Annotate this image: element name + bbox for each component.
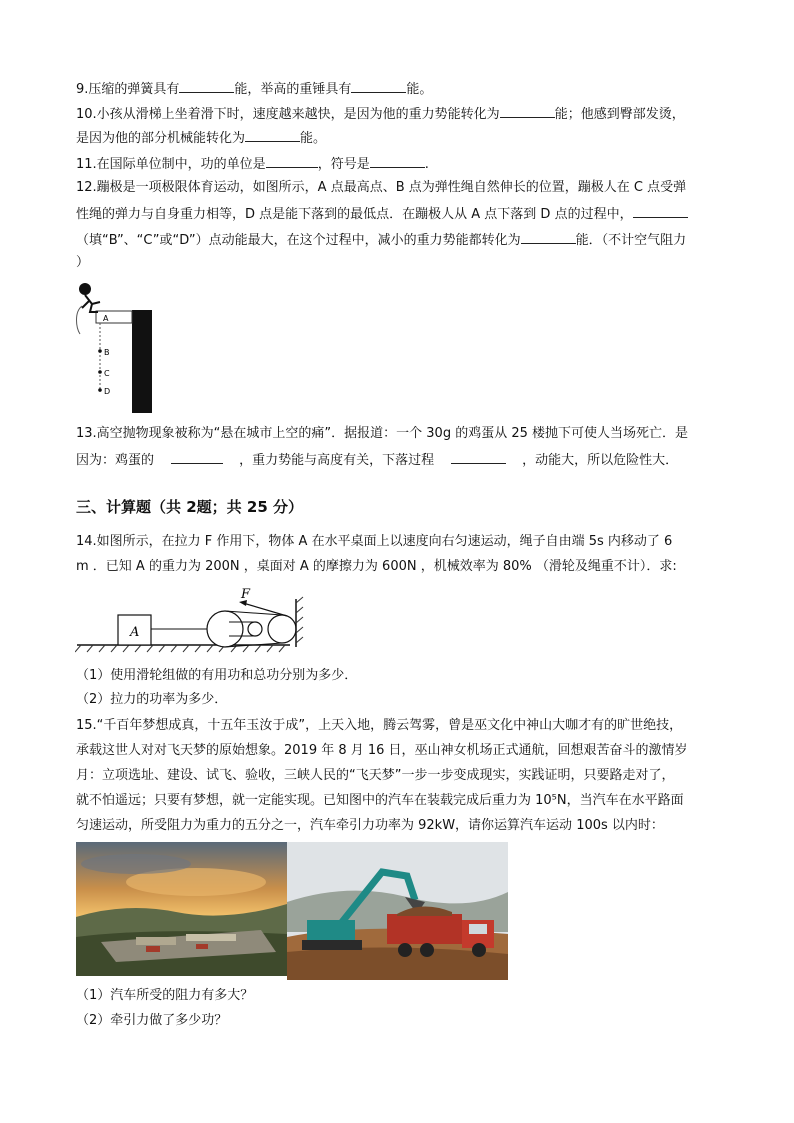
answer-blank[interactable] [633,203,688,218]
q11-text-3: . [424,157,429,172]
question-10-line-2 [76,127,726,149]
label-b: B [104,348,110,357]
question-12-line-3 [76,229,726,251]
answer-blank[interactable] [351,78,406,93]
truck-bed [387,914,462,944]
label-c: C [104,369,110,378]
answer-blank[interactable] [370,153,425,168]
pulley-figure [75,585,315,653]
question-12-line-2 [76,203,726,225]
table-hatching [75,645,285,652]
question-14-sub-1: （1）使用滑轮组做的有用功和总功分别为多少． [76,668,358,683]
question-11 [76,153,726,175]
point-c [98,370,102,374]
question-15-line-3: 月：立项选址、建设、试飞、验收，三峡人民的“飞天梦”一步一步变成现实，实践证明，只要路走对了， [76,768,675,783]
q12-text-4: 能．（不计空气阻力 [575,233,687,248]
question-14-line-2: m ．已知 A 的重力为 200N ，桌面对 A 的摩擦力为 600N ，机械效率为 80% （滑轮及绳重不计）．求: [76,559,677,574]
q10-text-4: 能。 [300,131,327,146]
force-label: F [241,587,251,602]
q12-text-3: （填“B”、“C”或“D”）点动能最大，在这个过程中，减小的重力势能都转化为 [76,233,521,248]
q9-text-2: 能，举高的重锤具有 [234,82,352,97]
q9-text-3: 能。 [406,82,433,97]
q13-text-1: 因为：鸡蛋的 [76,453,155,468]
question-15-sub-2: （2）牵引力做了多少功？ [76,1013,228,1028]
movable-pulley [207,611,243,647]
question-15-sub-1: （1）汽车所受的阻力有多大？ [76,988,254,1003]
q9-text-1: 9.压缩的弹簧具有 [76,82,180,97]
point-b [98,349,102,353]
question-14-line-1: 14.如图所示，在拉力 F 作用下，物体 A 在水平桌面上以速度向右匀速运动，绳子自由端 5s 内移动了 6 [76,534,673,549]
question-15-line-4: 就不怕遥远；只要有梦想，就一定能实现。已知图中的汽车在装载完成后重力为 10⁵N，当汽车在水平路面 [76,793,684,808]
answer-blank[interactable] [451,449,506,464]
q10-text-2: 能；他感到臀部发烫， [554,107,685,122]
answer-blank[interactable] [171,449,223,464]
excavator-truck-photo [287,842,508,980]
excavator-body [307,920,355,942]
label-a: A [103,314,109,323]
q10-text-1: 10.小孩从滑梯上坐着滑下时，速度越来越快，是因为他的重力势能转化为 [76,107,500,122]
q13-text-3: ，动能大，所以危险性大． [522,453,679,468]
fixed-pulley [268,615,296,643]
jump-platform [96,311,132,323]
airport-photo [76,842,287,976]
question-15-line-1: 15.“千百年梦想成真，十五年玉汝于成”，上天入地，腾云驾雾，曾是巫文化中神山大咖才有的旷世绝技， [76,718,683,733]
answer-blank[interactable] [521,229,576,244]
question-12-line-4: ） [76,255,90,270]
question-10-line-1 [76,103,726,125]
q11-text-1: 11.在国际单位制中，功的单位是 [76,157,266,172]
question-9 [76,78,726,100]
jumper-body [82,295,100,312]
question-13-line-1: 13.高空抛物现象被称为“悬在城市上空的痛”．据报道：一个 30g 的鸡蛋从 25 楼抛下可使人当场死亡．是 [76,426,689,441]
q13-text-2: ，重力势能与高度有关，下落过程 [239,453,435,468]
bungee-cord-icon [77,306,83,334]
answer-blank[interactable] [266,153,318,168]
jumper-head [79,283,91,295]
section-title: 三、计算题（共 2题；共 25 分） [76,498,303,516]
question-15-line-5: 匀速运动，所受阻力为重力的五分之一，汽车牵引力功率为 92kW，请你运算汽车运动 100s 以内时： [76,818,664,833]
small-pulley [248,622,262,636]
q12-text-2: 性绳的弹力与自身重力相等，D 点是能下落到的最低点．在蹦极人从 A 点下落到 D 点的过程中， [76,207,633,222]
q11-text-2: ，符号是 [317,157,370,172]
answer-blank[interactable] [179,78,234,93]
block-a-label: A [130,625,140,640]
bungee-figure [70,280,160,420]
question-12-line-1: 12.蹦极是一项极限体育运动，如图所示，A 点最高点、B 点为弹性绳自然伸长的位置，蹦极人在 C 点受弹 [76,180,687,195]
question-13-line-2 [76,449,726,471]
question-15-line-2: 承载这世人对对飞天梦的原始想象。2019 年 8 月 16 日，巫山神女机场正式通航，回想艰苦奋斗的激情岁 [76,743,688,758]
cliff-wall [132,310,152,413]
answer-blank[interactable] [245,127,300,142]
answer-blank[interactable] [500,103,555,118]
label-d: D [104,387,111,396]
q10-text-3: 是因为他的部分机械能转化为 [76,131,246,146]
wall-hatching [296,597,303,643]
question-14-sub-2: （2）拉力的功率为多少． [76,692,228,707]
point-d [98,388,102,392]
